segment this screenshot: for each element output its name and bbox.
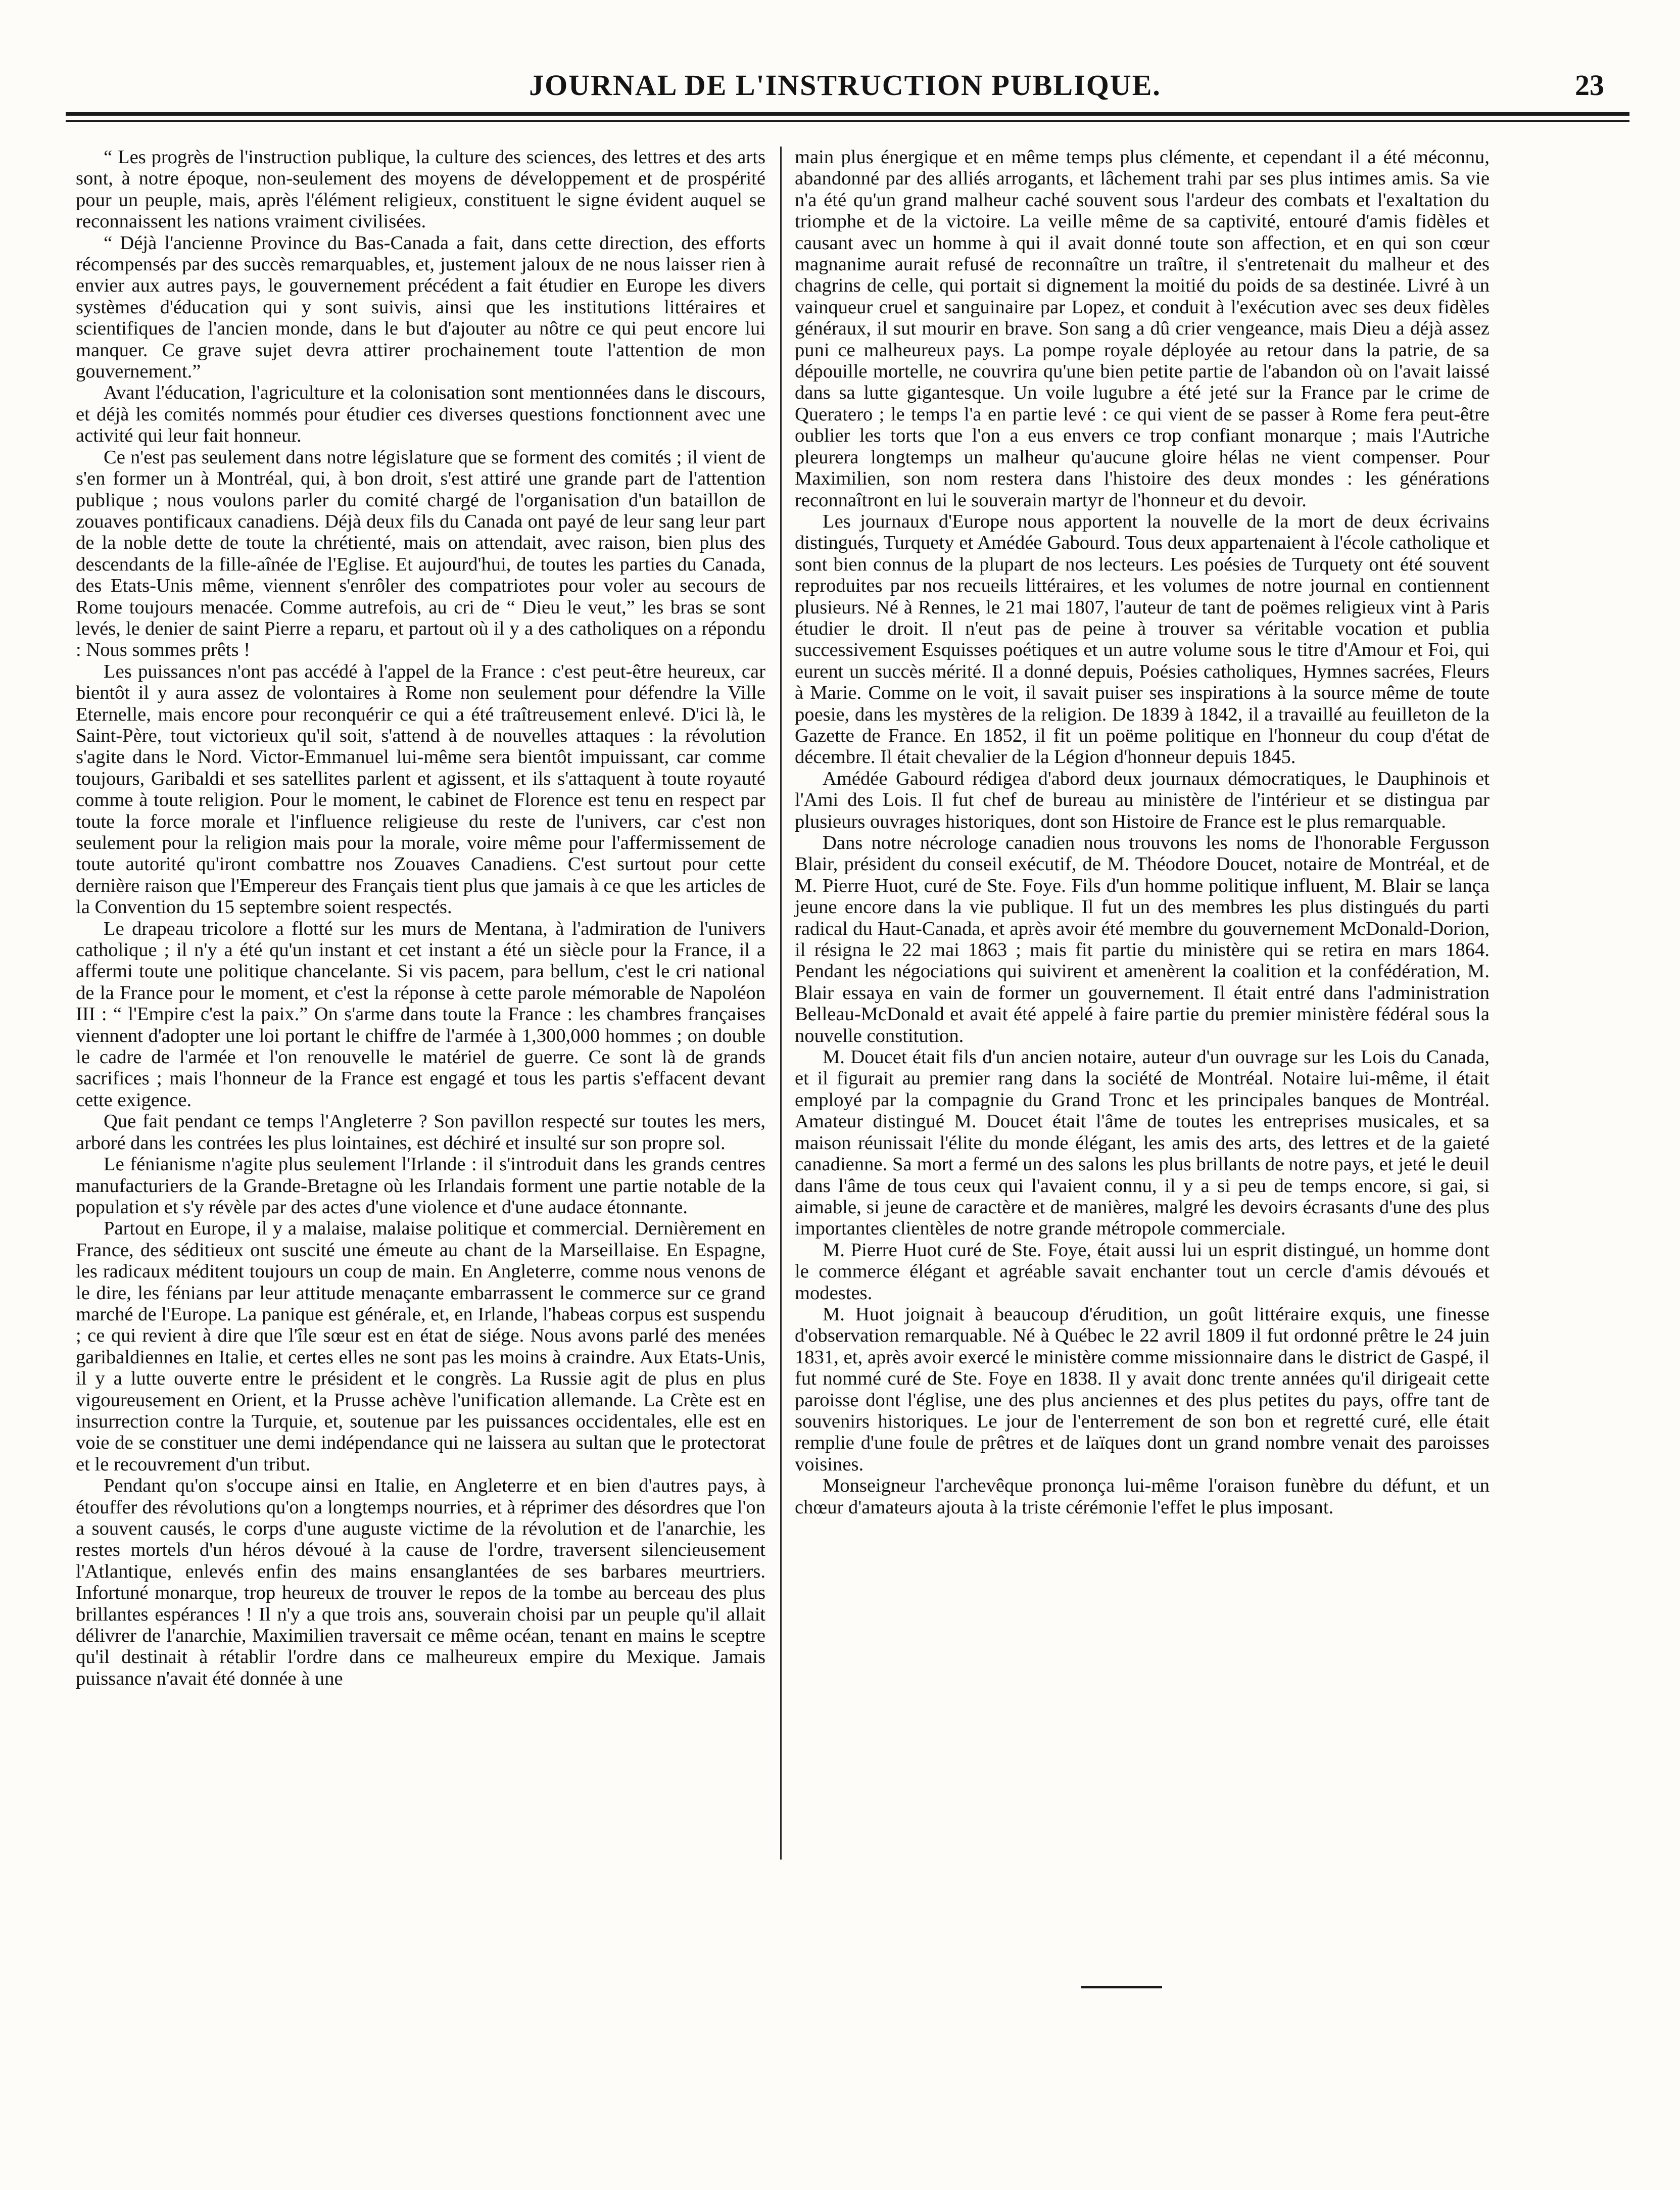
left-paragraph-8: Le fénianisme n'agite plus seulement l'Irlande : il s'introduit dans les grands centres manufacturiers de la Grande-Bretagne où les Irlandais forment une partie notable de la population et s'y révèle par des actes d'une violence et d'une audace étonnante. [76,1154,765,1218]
left-paragraph-1: “ Les progrès de l'instruction publique, la culture des sciences, des lettres et des arts sont, à notre époque, non-seulement des moyens de développement et de prospérité pour un peuple, mais, après l'élément religieux, constituent le signe évident auquel se reconnaissent les nations vraiment civilisées. [76,147,765,232]
left-paragraph-5: Les puissances n'ont pas accédé à l'appel de la France : c'est peut-être heureux, car bientôt il y aura assez de volontaires à Rome non seulement pour défendre la Ville Eternelle, mais encore pour reconquérir ce qui a été traîtreusement enlevé. D'ici là, le Saint-Père, tout victorieux qu'il soit, s'attend à de nouvelles attaques : la révolution s'agite dans le Nord. Victor-Emmanuel lui-même sera bientôt impuissant, car comme toujours, Garibaldi et ses satellites parlent et agissent, et ils s'attaquent à toute royauté comme à toute religion. Pour le moment, le cabinet de Florence est tenu en respect par toute la force morale et l'influence religieuse du reste de l'univers, car c'est non seulement pour la religion mais pour la morale, voire même pour l'affermissement de toute autorité qu'iront combattre nos Zouaves Canadiens. C'est surtout pour cette dernière raison que l'Empereur des Français tient plus que jamais à ce que les articles de la Convention du 15 septembre soient respectés. [76,660,765,918]
left-paragraph-2: “ Déjà l'ancienne Province du Bas-Canada a fait, dans cette direction, des efforts récompensés par des succès remarquables, et, justement jaloux de ne nous laisser rien à envier aux autres pays, le gouvernement précédent a fait étudier en Europe les divers systèmes d'éducation qui y sont suivis, ainsi que les institutions littéraires et scientifiques de l'ancien monde, dans le but d'ajouter au nôtre ce qui peut encore lui manquer. Ce grave sujet devra attirer prochainement toute l'attention de mon gouvernement.” [76,232,765,383]
left-paragraph-6: Le drapeau tricolore a flotté sur les murs de Mentana, à l'admiration de l'univers catholique ; il n'y a été qu'un instant et cet instant a été un siècle pour la France, il a affermi toute une politique chancelante. Si vis pacem, para bellum, c'est le cri national de la France pour le moment, et c'est la réponse à cette parole mémorable de Napoléon III : “ l'Empire c'est la paix.” On s'arme dans toute la France : les chambres françaises viennent d'adopter une loi portant le chiffre de l'armée à 1,300,000 hommes ; on double le cadre de l'armée et l'on renouvelle le matériel de guerre. Ce sont là de grands sacrifices ; mais l'honneur de la France est engagé et tous les partis s'effacent devant cette exigence. [76,918,765,1111]
right-paragraph-5: M. Doucet était fils d'un ancien notaire, auteur d'un ouvrage sur les Lois du Canada, et il figurait au premier rang dans la société de Montréal. Notaire lui-même, il était employé par la compagnie du Grand Tronc et les principales banques de Montréal. Amateur distingué M. Doucet était l'âme de toutes les entreprises musicales, et sa maison réunissait l'élite du monde élégant, les amis des arts, des lettres et de la gaieté canadienne. Sa mort a fermé un des salons les plus brillants de notre pays, et jeté le deuil dans l'âme de tous ceux qui l'avaient connu, il y a si peu de temps encore, si gai, si aimable, si jeune de caractère et de manières, malgré les devoirs écrasants d'une des plus importantes clientèles de notre grande métropole commerciale. [795,1046,1490,1240]
right-paragraph-1: main plus énergique et en même temps plus clémente, et cependant il a été méconnu, abandonné par des alliés arrogants, et lâchement trahi par ses plus intimes amis. Sa vie n'a été qu'un grand malheur caché souvent sous l'ardeur des combats et l'exaltation du triomphe et de la victoire. La veille même de sa captivité, entouré d'amis fidèles et causant avec un homme à qui il avait donné toute son affection, et en qui son cœur magnanime aurait refusé de reconnaître un traître, il s'entretenait du malheur et des chagrins de celle, qui portait si dignement la moitié du poids de sa destinée. Livré à un vainqueur cruel et sanguinaire par Lopez, et conduit à l'exécution avec ses deux fidèles généraux, il sut mourir en brave. Son sang a dû crier vengeance, mais Dieu a déjà assez puni ce malheureux pays. La pompe royale déployée au retour dans la patrie, de sa dépouille mortelle, ne couvrira qu'une bien petite partie de l'abandon où on l'avait laissé dans sa lutte gigantesque. Un voile lugubre a été jeté sur la France par le crime de Queratero ; le temps l'a en partie levé : ce qui vient de se passer à Rome fera peut-être oublier les torts que l'on a eus envers ce trop confiant monarque ; mais l'Autriche pleurera longtemps un malheur qu'aucune gloire hélas ne vient compenser. Pour Maximilien, son nom restera dans l'histoire des deux mondes : les générations reconnaîtront en lui le souverain martyr de l'honneur et du devoir. [795,147,1490,511]
header-rule-thin [66,120,1629,122]
left-paragraph-7: Que fait pendant ce temps l'Angleterre ? Son pavillon respecté sur toutes les mers, arboré dans les contrées les plus lointaines, est déchiré et insulté sur son propre sol. [76,1111,765,1154]
left-paragraph-9: Partout en Europe, il y a malaise, malaise politique et commercial. Dernièrement en France, des séditieux ont suscité une émeute au chant de la Marseillaise. En Espagne, les radicaux méditent toujours un coup de main. En Angleterre, comme nous venons de le dire, les fénians par leur attitude menaçante embarrassent le commerce sur ce grand marché de l'Europe. La panique est générale, et, en Irlande, l'habeas corpus est suspendu ; ce qui revient à dire que l'île sœur est en état de siége. Nous avons parlé des menées garibaldiennes en Italie, et certes elles ne sont pas les moins à craindre. Aux Etats-Unis, il y a lutte ouverte entre le président et le congrès. La Russie agit de plus en plus vigoureusement en Orient, et la Prusse achève l'unification allemande. La Crète est en insurrection contre la Turquie, et, soutenue par les puissances occidentales, elle est en voie de se constituer une demi indépendance qui ne laissera au sultan que le protectorat et le recouvrement d'un tribut. [76,1218,765,1475]
right-paragraph-6: M. Pierre Huot curé de Ste. Foye, était aussi lui un esprit distingué, un homme dont le commerce élégant et agréable savait enchanter tout un cercle d'amis dévoués et modestes. [795,1239,1490,1304]
column-divider [780,147,782,1860]
left-paragraph-3: Avant l'éducation, l'agriculture et la colonisation sont mentionnées dans le discours, et déjà les comités nommés pour étudier ces diverses questions fonctionnent avec une activité qui leur fait honneur. [76,382,765,447]
page-header [56,68,1635,109]
left-paragraph-4: Ce n'est pas seulement dans notre législature que se forment des comités ; il vient de s'en former un à Montréal, qui, à bon droit, s'est attiré une grande part de l'attention publique ; nous voulons parler du comité chargé de l'organisation d'un bataillon de zouaves pontificaux canadiens. Déjà deux fils du Canada ont payé de leur sang leur part de la noble dette de toute la chrétienté, mais on attendait, avec raison, bien plus des descendants de la fille-aînée de l'Eglise. Et aujourd'hui, de toutes les parties du Canada, des Etats-Unis même, viennent s'enrôler des compatriotes pour voler au secours de Rome toujours menacée. Comme autrefois, au cri de “ Dieu le veut,” les bras se sont levés, le denier de saint Pierre a reparu, et partout où il y a des catholiques on a répondu : Nous sommes prêts ! [76,446,765,661]
header-rule-thick [66,112,1629,116]
page-number: 23 [1575,69,1604,102]
right-paragraph-4: Dans notre nécrologe canadien nous trouvons les noms de l'honorable Fergusson Blair, président du conseil exécutif, de M. Théodore Doucet, notaire de Montréal, et de M. Pierre Huot, curé de Ste. Foye. Fils d'un homme politique influent, M. Blair se lança jeune encore dans la vie publique. Il fut un des membres les plus distingués du parti radical du Haut-Canada, et après avoir été membre du gouvernement McDonald-Dorion, il résigna le 22 mai 1863 ; mais fit partie du ministère qui se retira en mars 1864. Pendant les négociations qui suivirent et amenèrent la coalition et la confédération, M. Blair essaya en vain de former un gouvernement. Il était entré dans l'administration Belleau-McDonald et avait été appelé à faire partie du premier ministère fédéral sous la nouvelle constitution. [795,832,1490,1046]
right-paragraph-8: Monseigneur l'archevêque prononça lui-même l'oraison funèbre du défunt, et un chœur d'amateurs ajouta à la triste cérémonie l'effet le plus imposant. [795,1475,1490,1518]
right-paragraph-7: M. Huot joignait à beaucoup d'érudition, un goût littéraire exquis, une finesse d'observation remarquable. Né à Québec le 22 avril 1809 il fut ordonné prêtre le 24 juin 1831, et, après avoir exercé le ministère comme missionnaire dans le district de Gaspé, il fut nommé curé de Ste. Foye en 1838. Il y avait donc trente années qu'il dirigeait cette paroisse dont l'église, une des plus anciennes et des plus petites du pays, offre tant de souvenirs historiques. Le jour de l'enterrement de son bon et regretté curé, elle était remplie d'une foule de prêtres et de laïques dont un grand nombre venait des paroisses voisines. [795,1303,1490,1475]
left-column [76,147,765,1689]
right-column [795,147,1490,1518]
journal-title: JOURNAL DE L'INSTRUCTION PUBLIQUE. [529,69,1161,102]
right-paragraph-3: Amédée Gabourd rédigea d'abord deux journaux démocratiques, le Dauphinois et l'Ami des Lois. Il fut chef de bureau au ministère de l'intérieur et se distingua par plusieurs ouvrages historiques, dont son Histoire de France est le plus remarquable. [795,768,1490,832]
end-rule [1081,1986,1162,1988]
left-paragraph-10: Pendant qu'on s'occupe ainsi en Italie, en Angleterre et en bien d'autres pays, à étouffer des révolutions qu'on a longtemps nourries, et à réprimer des désordres que l'on a souvent causés, le corps d'une auguste victime de la révolution et de l'anarchie, les restes mortels d'un héros dévoué à la cause de l'ordre, traversent silencieusement l'Atlantique, enlevés enfin des mains ensanglantées de ses barbares meurtriers. Infortuné monarque, trop heureux de trouver le repos de la tombe au berceau des plus brillantes espérances ! Il n'y a que trois ans, souverain choisi par un peuple qu'il allait délivrer de l'anarchie, Maximilien traversait ce même océan, tenant en mains le sceptre qu'il destinait à rétablir l'ordre dans ce malheureux empire du Mexique. Jamais puissance n'avait été donnée à une [76,1475,765,1689]
right-paragraph-2: Les journaux d'Europe nous apportent la nouvelle de la mort de deux écrivains distingués, Turquety et Amédée Gabourd. Tous deux appartenaient à l'école catholique et sont bien connus de la plupart de nos lecteurs. Les poésies de Turquety ont été souvent reproduites par nos recueils littéraires, et les volumes de notre journal en contiennent plusieurs. Né à Rennes, le 21 mai 1807, l'auteur de tant de poëmes religieux vint à Paris étudier le droit. Il n'eut pas de peine à trouver sa véritable vocation et publia successivement Esquisses poétiques et un autre volume sous le titre d'Amour et Foi, qui eurent un succès mérité. Il a donné depuis, Poésies catholiques, Hymnes sacrées, Fleurs à Marie. Comme on le voit, il savait puiser ses inspirations à la source même de toute poesie, dans les mystères de la religion. De 1839 à 1842, il a travaillé au feuilleton de la Gazette de France. En 1852, il fit un poëme politique en l'honneur du coup d'état de décembre. Il était chevalier de la Légion d'honneur depuis 1845. [795,510,1490,768]
